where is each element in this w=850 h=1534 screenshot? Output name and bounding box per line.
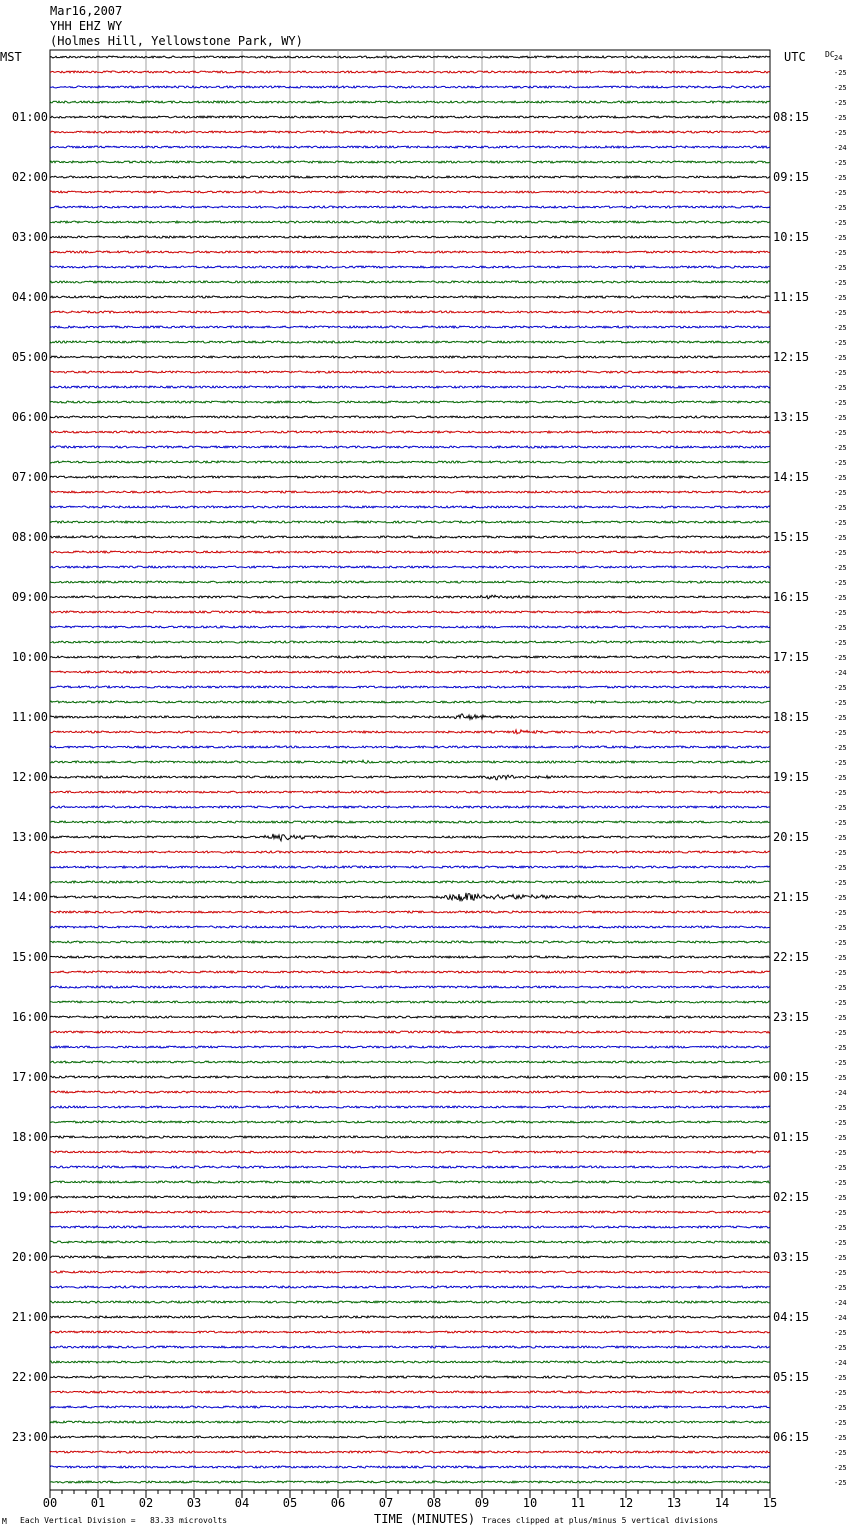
trace-row [50,956,770,958]
right-hour-label: 17:15 [773,650,810,664]
left-hour-label: 11:00 [11,710,48,724]
trace-row [50,296,770,298]
dc-offset-value: -25 [834,354,847,362]
trace-row [50,1181,770,1183]
dc-offset-value: -24 [834,669,847,677]
right-hour-label: 05:15 [773,1370,810,1384]
right-hour-label: 14:15 [773,470,810,484]
dc-offset-value: -25 [834,414,847,422]
right-hour-label: 22:15 [773,950,810,964]
trace-row [50,1016,770,1018]
trace-row [50,881,770,883]
dc-offset-value: -25 [834,1179,847,1187]
x-tick-label: 13 [666,1496,682,1510]
dc-offset-value: -25 [834,579,847,587]
dc-offset-value: -25 [834,1149,847,1157]
dc-offset-value: -25 [834,849,847,857]
dc-offset-value: -25 [834,1164,847,1172]
trace-row [50,491,770,493]
dc-offset-value: -25 [834,864,847,872]
left-hour-label: 13:00 [11,830,48,844]
trace-row [50,401,770,403]
dc-offset-value: -25 [834,1479,847,1487]
left-hour-label: 02:00 [11,170,48,184]
trace-row [50,386,770,388]
trace-row [50,431,770,433]
trace-row [50,1406,770,1408]
dc-offset-value: -25 [834,519,847,527]
trace-row [50,791,770,793]
dc-offset-value: -25 [834,879,847,887]
left-hour-label: 21:00 [11,1310,48,1324]
x-tick-label: 12 [618,1496,634,1510]
trace-row [50,1436,770,1438]
trace-row [50,1001,770,1003]
x-tick-label: 10 [522,1496,538,1510]
dc-offset-value: -25 [834,294,847,302]
left-hour-label: 01:00 [11,110,48,124]
dc-offset-value: -25 [834,984,847,992]
dc-offset-value: -24 [834,1314,847,1322]
left-hour-label: 23:00 [11,1430,48,1444]
dc-offset-value: -25 [834,699,847,707]
trace-row [50,595,770,599]
trace-row [50,1271,770,1273]
left-hour-label: 03:00 [11,230,48,244]
dc-offset-value: -25 [834,1374,847,1382]
dc-offset-value: -25 [834,894,847,902]
trace-row [50,971,770,973]
trace-row [50,251,770,253]
trace-row [50,371,770,373]
dc-offset-value: -25 [834,594,847,602]
x-tick-label: 04 [234,1496,250,1510]
right-hour-label: 20:15 [773,830,810,844]
trace-row [50,730,770,734]
dc-offset-value: -25 [834,339,847,347]
trace-row [50,71,770,73]
dc-offset-value: -25 [834,1119,847,1127]
trace-row [50,1136,770,1138]
dc-offset-value: -25 [834,219,847,227]
trace-row [50,701,770,703]
dc-offset-value: -25 [834,1434,847,1442]
dc-offset-label: DC [825,50,835,59]
trace-row [50,1076,770,1078]
trace-row [50,1466,770,1468]
trace-row [50,1361,770,1363]
dc-offset-value: -25 [834,504,847,512]
dc-offset-value: -25 [834,1224,847,1232]
dc-offset-value: -25 [834,459,847,467]
trace-row [50,866,770,868]
trace-row [50,926,770,928]
dc-offset-value: -25 [834,234,847,242]
left-hour-label: 14:00 [11,890,48,904]
trace-row [50,326,770,328]
trace-row [50,341,770,343]
dc-offset-value: -25 [834,1239,847,1247]
left-hour-label: 05:00 [11,350,48,364]
right-hour-label: 23:15 [773,1010,810,1024]
dc-offset-value: -25 [834,489,847,497]
dc-offset-value: -25 [834,954,847,962]
dc-offset-value: -25 [834,399,847,407]
left-hour-label: 06:00 [11,410,48,424]
left-hour-label: 08:00 [11,530,48,544]
dc-offset-value: -25 [834,924,847,932]
dc-offset-value: -25 [834,1419,847,1427]
dc-offset-value: -25 [834,1344,847,1352]
dc-offset-value: -25 [834,759,847,767]
left-hour-label: 04:00 [11,290,48,304]
trace-row [50,206,770,208]
right-hour-label: 19:15 [773,770,810,784]
dc-offset-value: -25 [834,999,847,1007]
trace-row [50,131,770,133]
trace-row [50,806,770,808]
left-hour-label: 18:00 [11,1130,48,1144]
right-hour-label: 13:15 [773,410,810,424]
dc-offset-value: -25 [834,114,847,122]
dc-offset-value: -25 [834,1404,847,1412]
left-hour-label: 19:00 [11,1190,48,1204]
dc-offset-value: -25 [834,1059,847,1067]
trace-row [50,1226,770,1228]
trace-row [50,746,770,748]
dc-offset-value: -25 [834,474,847,482]
dc-offset-value: -25 [834,129,847,137]
trace-row [50,551,770,553]
dc-offset-value: -25 [834,1134,847,1142]
left-hour-label: 12:00 [11,770,48,784]
trace-row [50,851,770,853]
trace-row [50,760,770,763]
trace-row [50,1481,770,1483]
scale-marker: M [2,1517,7,1526]
trace-row [50,893,770,902]
trace-row [50,221,770,223]
trace-row [50,176,770,178]
dc-offset-value: -25 [834,804,847,812]
right-timezone-label: UTC [784,50,806,64]
x-tick-label: 02 [138,1496,154,1510]
dc-offset-value: -25 [834,159,847,167]
trace-row [50,146,770,148]
dc-offset-value: -25 [834,1209,847,1217]
trace-row [50,1256,770,1258]
x-tick-label: 15 [762,1496,778,1510]
dc-offset-value: -24 [834,1299,847,1307]
right-hour-label: 01:15 [773,1130,810,1144]
dc-offset-value: -25 [834,1269,847,1277]
trace-row [50,56,770,58]
trace-row [50,1151,770,1153]
right-hour-label: 11:15 [773,290,810,304]
trace-row [50,506,770,508]
dc-offset-value: -25 [834,264,847,272]
trace-row [50,775,770,780]
clipping-note: Traces clipped at plus/minus 5 vertical divisions [482,1516,719,1525]
trace-row [50,656,770,658]
left-hour-label: 20:00 [11,1250,48,1264]
right-hour-label: 16:15 [773,590,810,604]
right-hour-label: 04:15 [773,1310,810,1324]
dc-offset-value: -25 [834,249,847,257]
dc-offset-value: -25 [834,534,847,542]
trace-row [50,116,770,118]
dc-offset-value: -25 [834,324,847,332]
trace-row [50,521,770,523]
right-hour-label: 03:15 [773,1250,810,1264]
dc-offset-value: -25 [834,939,847,947]
dc-offset-value: -25 [834,99,847,107]
trace-row [50,581,770,583]
right-hour-label: 08:15 [773,110,810,124]
dc-offset-value: -25 [834,1074,847,1082]
trace-row [50,566,770,568]
right-hour-label: 15:15 [773,530,810,544]
trace-row [50,1031,770,1033]
x-tick-label: 06 [330,1496,346,1510]
dc-offset-value: -25 [834,369,847,377]
station-code: YHH EHZ WY [50,19,123,33]
x-tick-label: 08 [426,1496,442,1510]
trace-row [50,911,770,913]
dc-offset-value: -25 [834,654,847,662]
plot-date: Mar16,2007 [50,4,123,18]
trace-row [50,311,770,313]
trace-row [50,671,770,673]
dc-offset-value: -25 [834,1389,847,1397]
dc-offset-value: -25 [834,1194,847,1202]
dc-offset-value: -24 [834,1089,847,1097]
x-tick-label: 14 [714,1496,730,1510]
trace-row [50,536,770,538]
dc-offset-value: -25 [834,204,847,212]
trace-row [50,236,770,238]
trace-row [50,1196,770,1198]
trace-row [50,1421,770,1423]
left-hour-label: 09:00 [11,590,48,604]
right-hour-label: 02:15 [773,1190,810,1204]
trace-row [50,714,770,720]
dc-offset-value: -24 [834,1359,847,1367]
trace-row [50,1346,770,1348]
x-tick-label: 00 [42,1496,58,1510]
trace-row [50,446,770,448]
trace-row [50,611,770,613]
dc-offset-value: -25 [834,684,847,692]
dc-offset-value: -25 [834,309,847,317]
dc-offset-value: -25 [834,1449,847,1457]
trace-row [50,1121,770,1123]
plot-frame [50,50,770,1490]
dc-offset-value: -25 [834,189,847,197]
dc-offset-value: -25 [834,744,847,752]
dc-offset-value: -25 [834,624,847,632]
left-timezone-label: MST [0,50,22,64]
dc-offset-value: -25 [834,1014,847,1022]
left-hour-label: 07:00 [11,470,48,484]
left-hour-label: 16:00 [11,1010,48,1024]
trace-row [50,1106,770,1108]
right-hour-label: 00:15 [773,1070,810,1084]
trace-row [50,281,770,283]
trace-row [50,1211,770,1213]
trace-row [50,941,770,943]
trace-row [50,161,770,163]
dc-offset-value: 24 [834,54,843,62]
dc-offset-value: -25 [834,1254,847,1262]
dc-offset-value: -25 [834,774,847,782]
dc-offset-value: -25 [834,1029,847,1037]
dc-offset-value: -25 [834,564,847,572]
dc-offset-value: -25 [834,444,847,452]
trace-row [50,1331,770,1333]
trace-row [50,1061,770,1063]
right-hour-label: 18:15 [773,710,810,724]
x-tick-label: 03 [186,1496,202,1510]
trace-row [50,461,770,463]
trace-row [50,641,770,643]
trace-row [50,1301,770,1303]
dc-offset-value: -25 [834,834,847,842]
trace-row [50,1046,770,1048]
trace-row [50,626,770,628]
x-tick-label: 05 [282,1496,298,1510]
x-tick-label: 09 [474,1496,490,1510]
trace-row [50,356,770,358]
trace-row [50,1316,770,1318]
dc-offset-value: -25 [834,789,847,797]
trace-row [50,1166,770,1168]
dc-offset-value: -24 [834,144,847,152]
left-hour-label: 15:00 [11,950,48,964]
vertical-division-note: Each Vertical Division = 83.33 microvolts [20,1516,228,1525]
trace-row [50,986,770,988]
dc-offset-value: -25 [834,174,847,182]
dc-offset-value: -25 [834,549,847,557]
trace-row [50,101,770,103]
trace-row [50,1091,770,1093]
trace-row [50,266,770,268]
right-hour-label: 10:15 [773,230,810,244]
dc-offset-value: -25 [834,69,847,77]
x-tick-label: 07 [378,1496,394,1510]
dc-offset-value: -25 [834,714,847,722]
trace-row [50,416,770,418]
right-hour-label: 12:15 [773,350,810,364]
right-hour-label: 09:15 [773,170,810,184]
trace-row [50,821,770,823]
dc-offset-value: -25 [834,609,847,617]
trace-row [50,1286,770,1288]
right-hour-label: 21:15 [773,890,810,904]
dc-offset-value: -25 [834,969,847,977]
left-hour-label: 10:00 [11,650,48,664]
trace-row [50,191,770,193]
trace-row [50,1391,770,1393]
left-hour-label: 22:00 [11,1370,48,1384]
dc-offset-value: -25 [834,729,847,737]
x-axis-title: TIME (MINUTES) [374,1512,476,1526]
dc-offset-value: -25 [834,819,847,827]
left-hour-label: 17:00 [11,1070,48,1084]
right-hour-label: 06:15 [773,1430,810,1444]
trace-row [50,834,770,841]
trace-row [50,476,770,478]
trace-row [50,686,770,688]
x-tick-label: 11 [570,1496,586,1510]
dc-offset-value: -25 [834,84,847,92]
trace-row [50,1241,770,1243]
dc-offset-value: -25 [834,1104,847,1112]
trace-row [50,1451,770,1453]
x-tick-label: 01 [90,1496,106,1510]
dc-offset-value: -25 [834,639,847,647]
dc-offset-value: -25 [834,1284,847,1292]
dc-offset-value: -25 [834,1329,847,1337]
trace-row [50,1376,770,1378]
dc-offset-value: -25 [834,1044,847,1052]
trace-row [50,86,770,88]
dc-offset-value: -25 [834,429,847,437]
dc-offset-value: -25 [834,384,847,392]
dc-offset-value: -25 [834,909,847,917]
dc-offset-value: -25 [834,279,847,287]
station-location: (Holmes Hill, Yellowstone Park, WY) [50,34,303,48]
dc-offset-value: -25 [834,1464,847,1472]
